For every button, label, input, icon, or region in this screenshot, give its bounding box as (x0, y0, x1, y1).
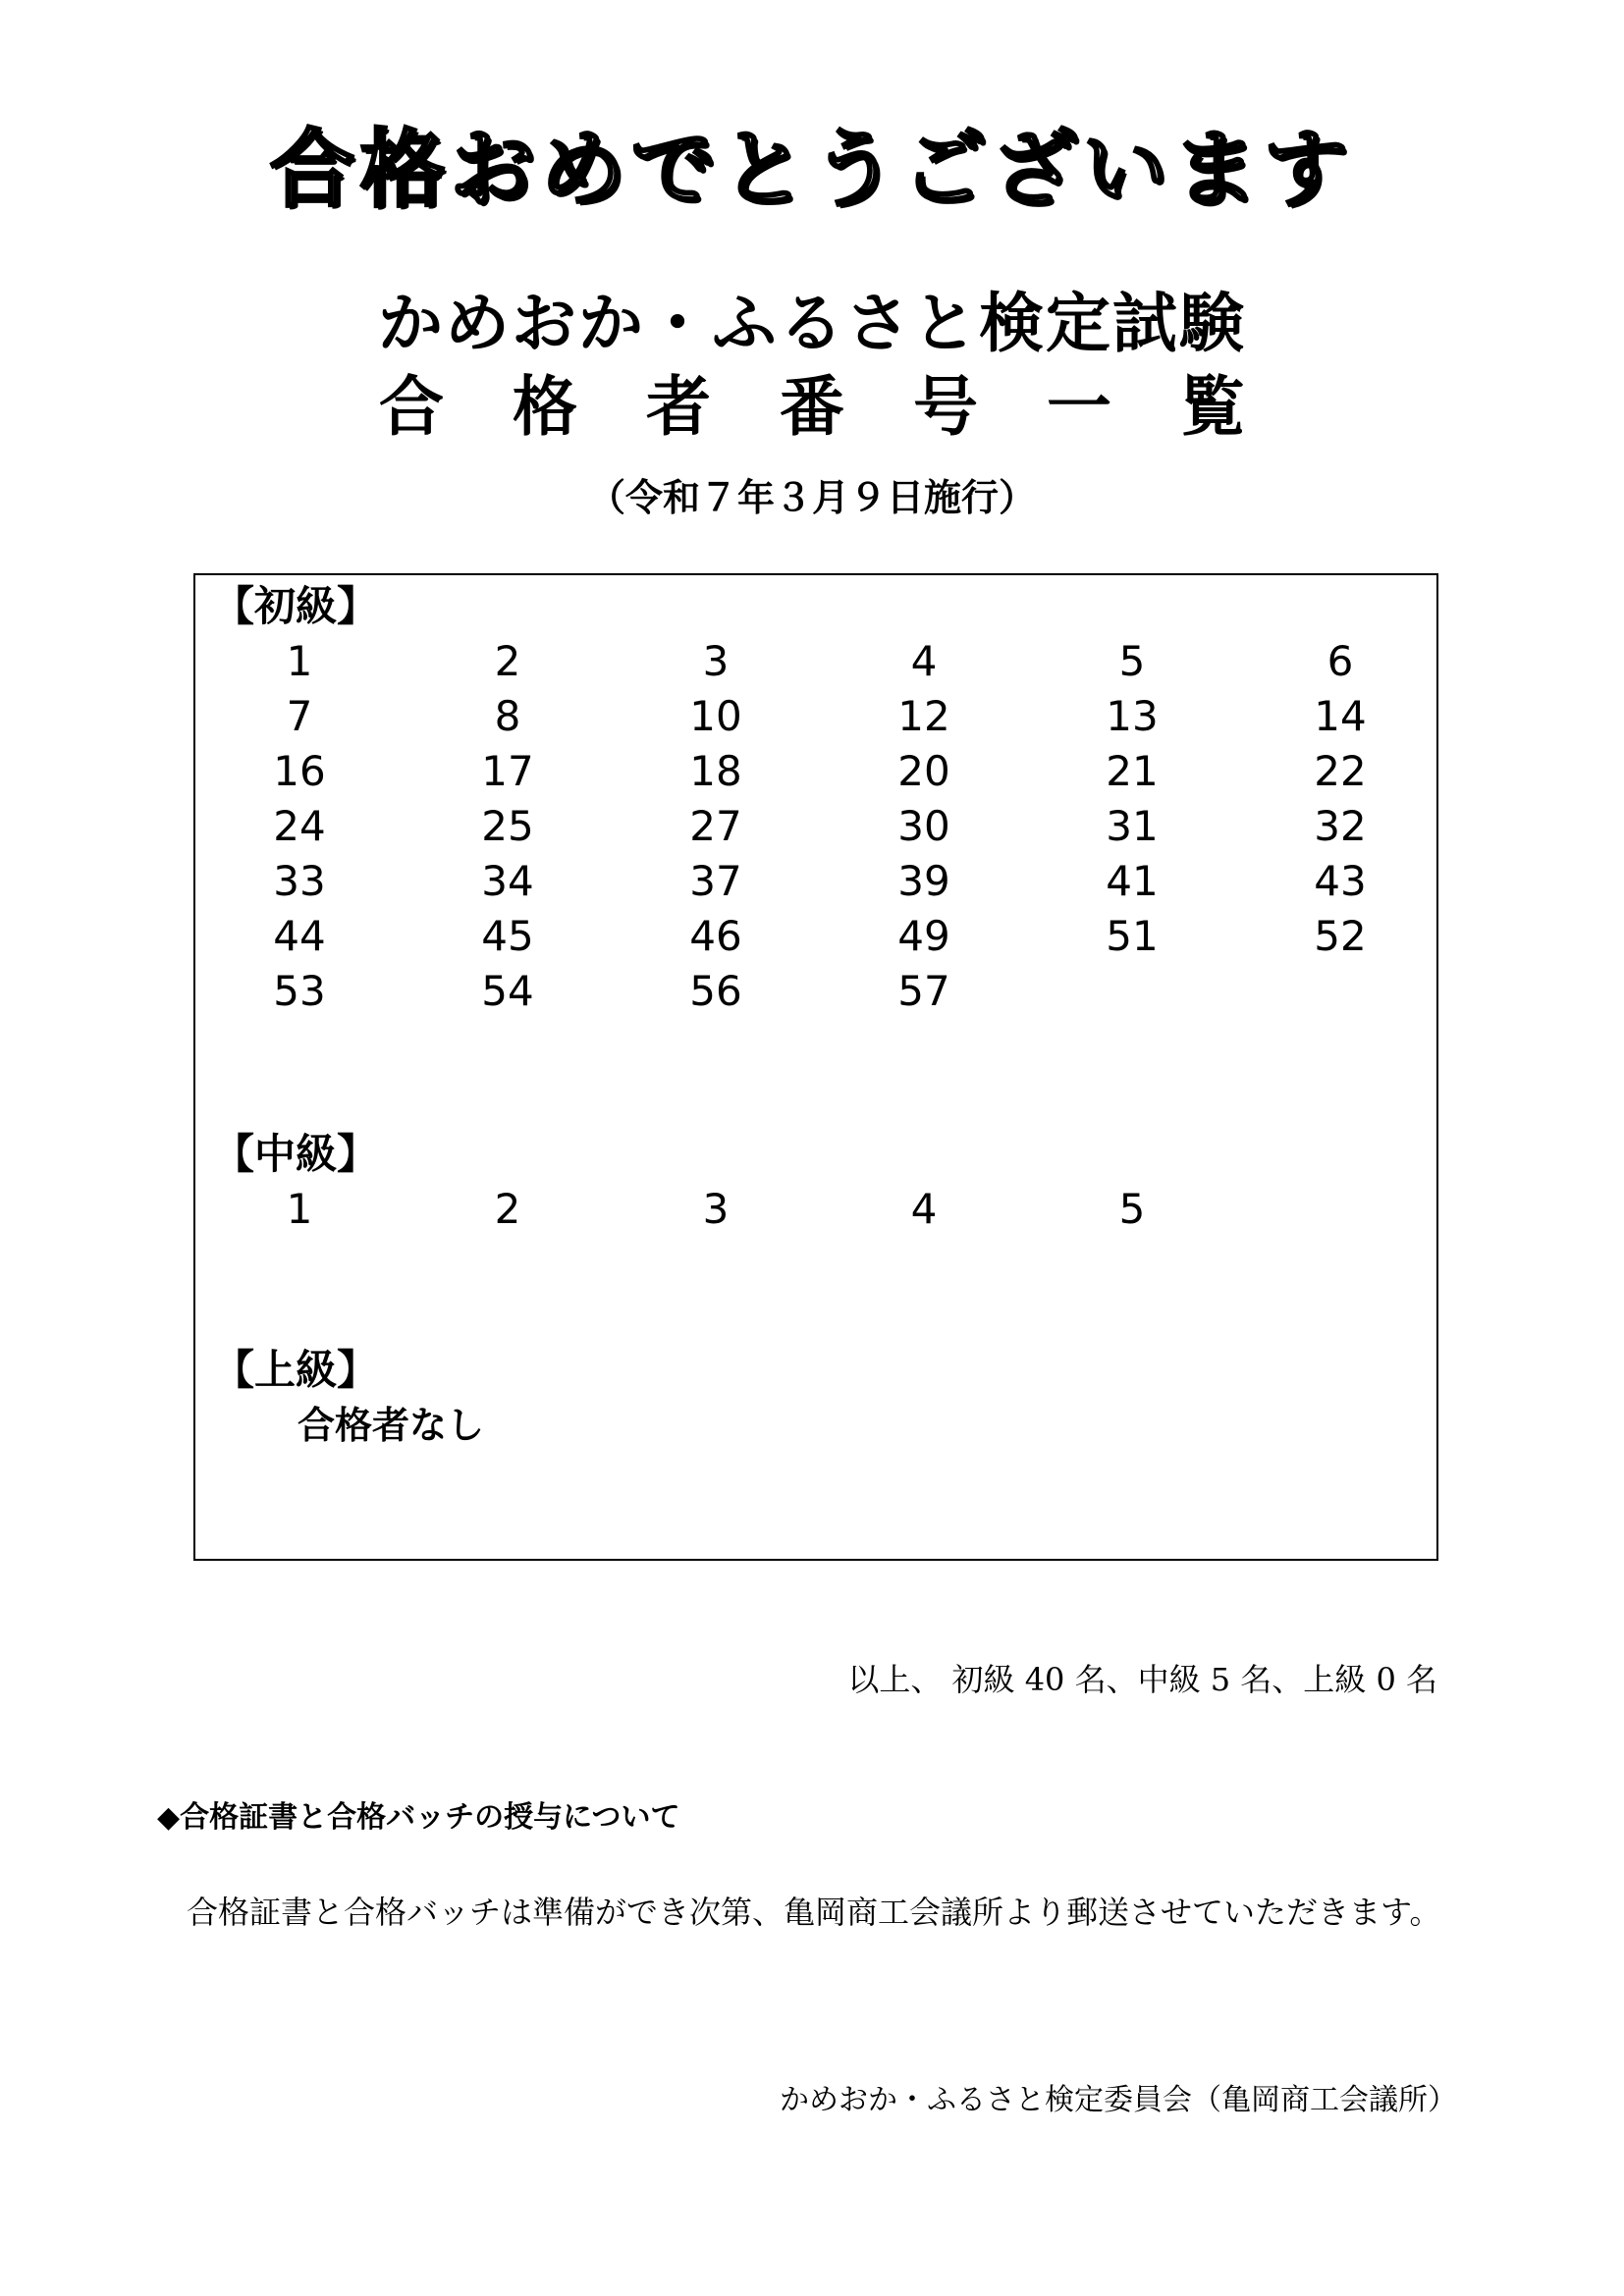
pass-number: 13 (1106, 692, 1159, 740)
pass-number: 43 (1314, 857, 1367, 905)
pass-number: 17 (481, 747, 534, 795)
pass-number: 7 (286, 692, 313, 740)
pass-number: 25 (481, 802, 534, 850)
pass-number: 46 (689, 912, 742, 960)
exam-title: かめおか・ふるさと検定試験 (378, 286, 1246, 361)
pass-number: 33 (273, 857, 326, 905)
pass-number: 56 (689, 967, 742, 1015)
pass-number: 53 (273, 967, 326, 1015)
pass-number: 2 (494, 1185, 521, 1233)
intermediate-number-grid (195, 1182, 1444, 1237)
exam-date: （令和７年３月９日施行） (587, 476, 1036, 519)
congratulations-banner: 合格おめでとうございます (270, 121, 1354, 219)
list-title: 合格者番号一覧 (379, 369, 1314, 445)
pass-number: 16 (273, 747, 326, 795)
pass-number: 39 (897, 857, 950, 905)
pass-number: 5 (1118, 1185, 1146, 1233)
pass-number: 51 (1106, 912, 1159, 960)
pass-number: 54 (481, 967, 534, 1015)
intermediate-label: 【中級】 (213, 1130, 379, 1178)
pass-number: 5 (1118, 637, 1146, 685)
pass-number: 3 (702, 1185, 730, 1233)
award-body: 合格証書と合格バッチは準備ができ次第、亀岡商工会議所より郵送させていただきます。 (187, 1894, 1441, 1931)
advanced-label: 【上級】 (213, 1346, 379, 1394)
results-box (193, 573, 1438, 1561)
pass-number: 32 (1314, 802, 1367, 850)
pass-number: 1 (286, 1185, 313, 1233)
pass-number: 4 (910, 1185, 938, 1233)
pass-number: 41 (1106, 857, 1159, 905)
pass-number: 31 (1106, 802, 1159, 850)
pass-number: 21 (1106, 747, 1159, 795)
pass-number: 8 (494, 692, 521, 740)
beginner-label: 【初級】 (213, 582, 379, 630)
pass-number: 27 (689, 802, 742, 850)
pass-number: 45 (481, 912, 534, 960)
pass-number: 12 (897, 692, 950, 740)
award-heading: ◆合格証書と合格バッチの授与について (157, 1800, 680, 1835)
pass-number: 1 (286, 637, 313, 685)
pass-number: 24 (273, 802, 326, 850)
pass-number: 49 (897, 912, 950, 960)
pass-number: 6 (1326, 637, 1354, 685)
pass-number: 4 (910, 637, 938, 685)
pass-number: 30 (897, 802, 950, 850)
pass-number: 10 (689, 692, 742, 740)
pass-number: 57 (897, 967, 950, 1015)
pass-number: 22 (1314, 747, 1367, 795)
pass-number: 2 (494, 637, 521, 685)
pass-number: 37 (689, 857, 742, 905)
advanced-no-passers: 合格者なし (298, 1404, 485, 1447)
pass-number: 44 (273, 912, 326, 960)
beginner-number-grid (195, 634, 1444, 1019)
pass-number: 52 (1314, 912, 1367, 960)
organizer-footer: かめおか・ふるさと検定委員会（亀岡商工会議所） (780, 2083, 1457, 2117)
pass-number: 18 (689, 747, 742, 795)
pass-number: 34 (481, 857, 534, 905)
pass-count-summary: 以上、 初級 40 名、中級 5 名、上級 0 名 (847, 1661, 1437, 1698)
pass-number: 20 (897, 747, 950, 795)
pass-number: 14 (1314, 692, 1367, 740)
pass-number: 3 (702, 637, 730, 685)
